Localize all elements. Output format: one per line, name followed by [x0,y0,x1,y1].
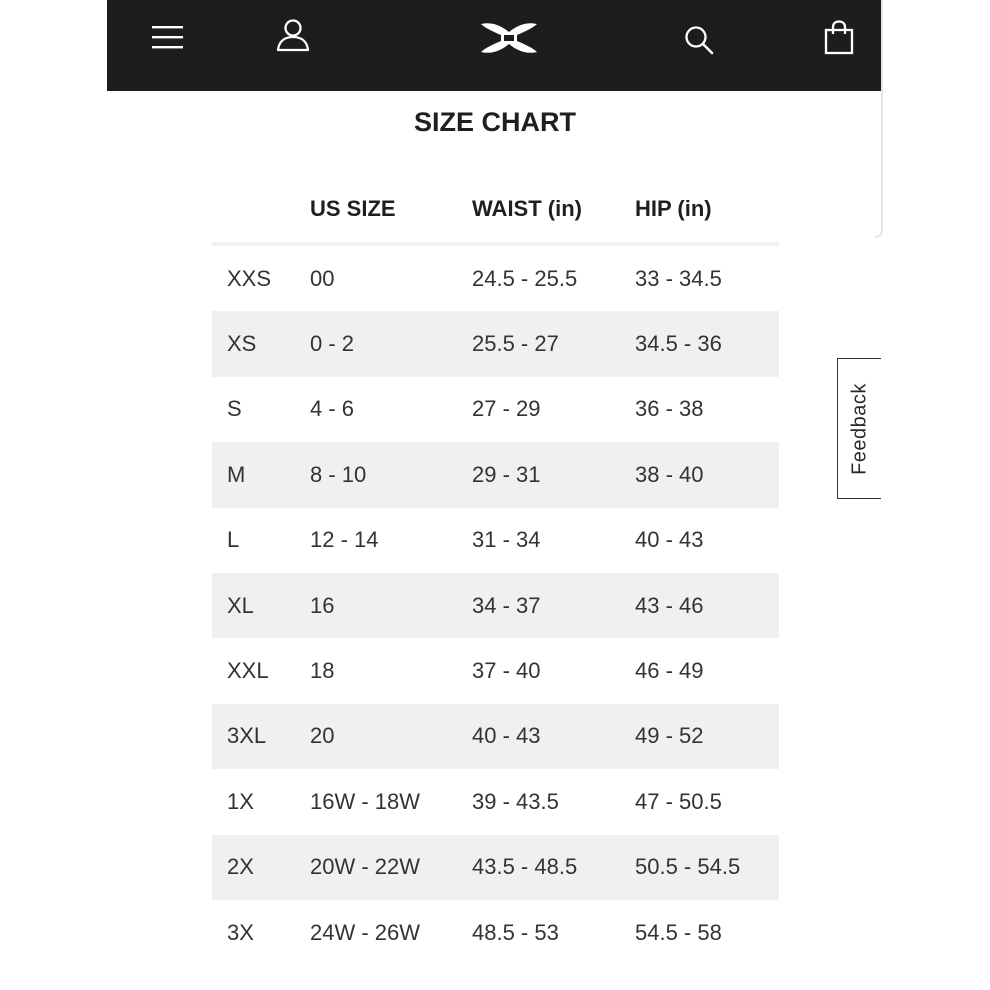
waist-cell: 25.5 - 27 [472,331,559,357]
account-icon[interactable] [275,17,311,53]
size-cell: 1X [227,788,254,814]
table-row [212,573,779,638]
size-cell: XL [227,592,254,618]
us-size-cell: 16 [310,592,335,618]
table-row [212,377,779,442]
waist-cell: 31 - 34 [472,527,541,553]
table-row [212,638,779,703]
table-row [212,769,779,834]
us-size-cell: 20W - 22W [310,854,421,880]
us-size-cell: 24W - 26W [310,919,421,945]
size-cell: XXL [227,658,269,684]
us-size-cell: 18 [310,658,335,684]
size-cell: S [227,396,242,422]
table-row [212,442,779,507]
menu-icon[interactable] [151,22,185,52]
us-size-cell: 20 [310,723,335,749]
us-size-cell: 4 - 6 [310,396,355,422]
column-header-waist: WAIST (in) [472,196,582,221]
search-icon[interactable] [683,24,715,56]
waist-cell: 24.5 - 25.5 [472,265,578,291]
column-header-hip: HIP (in) [635,196,712,221]
us-size-cell: 12 - 14 [310,527,379,553]
table-row [212,508,779,573]
hip-cell: 54.5 - 58 [635,919,722,945]
table-row [212,704,779,769]
waist-cell: 40 - 43 [472,723,541,749]
hip-cell: 34.5 - 36 [635,331,722,357]
hip-cell: 33 - 34.5 [635,265,722,291]
waist-cell: 27 - 29 [472,396,541,422]
page-title: SIZE CHART [414,107,576,137]
waist-cell: 37 - 40 [472,658,541,684]
size-cell: 2X [227,854,254,880]
size-cell: 3X [227,919,254,945]
us-size-cell: 00 [310,265,335,291]
hip-cell: 49 - 52 [635,723,704,749]
size-chart-table [212,183,779,965]
hip-cell: 50.5 - 54.5 [635,854,741,880]
table-row [212,900,779,965]
table-row [212,311,779,376]
size-cell: XS [227,331,257,357]
waist-cell: 29 - 31 [472,461,541,487]
us-size-cell: 0 - 2 [310,331,355,357]
us-size-cell: 8 - 10 [310,461,367,487]
waist-cell: 39 - 43.5 [472,788,559,814]
brand-logo-icon[interactable] [477,18,541,58]
feedback-tab[interactable] [837,358,881,499]
feedback-label: Feedback [848,382,870,475]
size-cell: 3XL [227,723,267,749]
shopping-bag-icon[interactable] [823,20,855,56]
waist-cell: 43.5 - 48.5 [472,854,578,880]
table-body [212,246,779,965]
hip-cell: 36 - 38 [635,396,704,422]
waist-cell: 34 - 37 [472,592,541,618]
table-row [212,246,779,311]
column-header-us-size: US SIZE [310,196,396,221]
top-navigation-bar [107,0,883,91]
table-header [212,183,779,246]
size-cell: L [227,527,240,553]
hip-cell: 40 - 43 [635,527,704,553]
size-cell: XXS [227,265,272,291]
hip-cell: 46 - 49 [635,658,704,684]
hip-cell: 47 - 50.5 [635,788,722,814]
size-cell: M [227,461,246,487]
waist-cell: 48.5 - 53 [472,919,559,945]
hip-cell: 43 - 46 [635,592,704,618]
table-row [212,835,779,900]
hip-cell: 38 - 40 [635,461,704,487]
us-size-cell: 16W - 18W [310,788,421,814]
